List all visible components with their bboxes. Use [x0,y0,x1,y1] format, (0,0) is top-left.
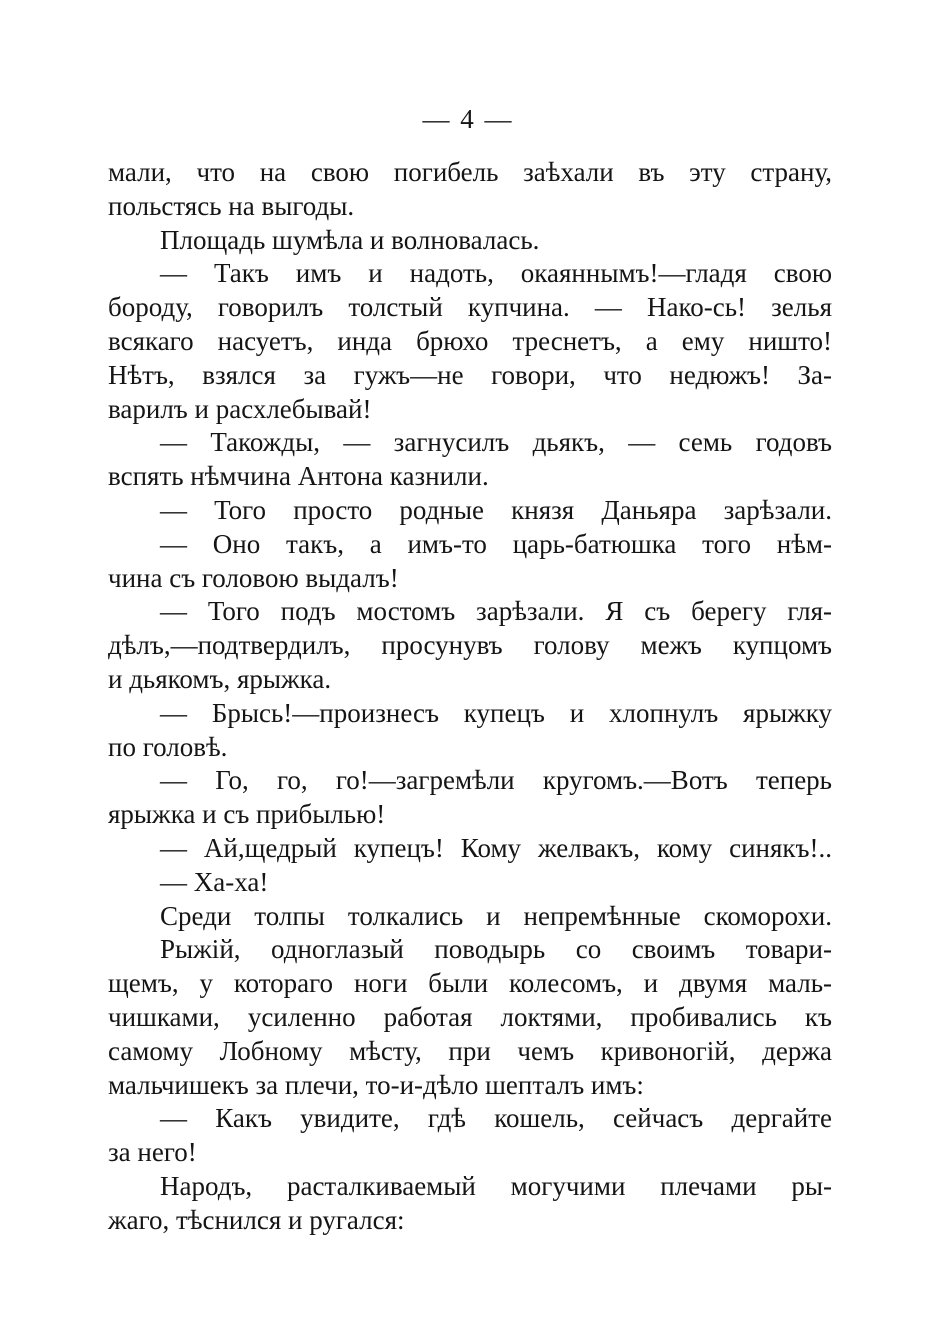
page-number: — 4 — [422,104,514,134]
text-line: мальчишекъ за плечи, то-и-дѣло шепталъ имъ: [108,1069,644,1100]
text-line: Площадь шумѣла и волновалась. [160,224,540,255]
text-line: Народъ, расталкиваемый могучими плечами ры- [160,1171,832,1201]
text-line: чишками, усиленно работая локтями, пробивались къ [108,1002,832,1032]
text-line: — Брысь!—произнесъ купецъ и хлопнулъ ярыжку [160,697,832,728]
text-line: — Го, го, го!—загремѣли кругомъ.—Вотъ теперь [160,765,832,796]
text-line: дѣлъ,—подтвердилъ, просунувъ голову межъ купцомъ [108,630,832,661]
text-line: Среди толпы толкались и непремѣнные скоморохи. [160,900,832,931]
text-line: — Того просто родные князя Даньяра зарѣзали. [160,495,832,525]
text-line: — Того подъ мостомъ зарѣзали. Я съ берегу гля- [160,596,832,627]
text-line: польстясь на выгоды. [108,190,355,221]
text-line: вспять нѣмчина Антона казнили. [108,461,489,492]
text-line: — Такъ имъ и надоть, окаяннымъ!—гладя свою [160,258,832,289]
text-line: — Ай,щедрый купецъ! Кому желвакъ, кому синякъ!.. [160,833,832,863]
text-line: бороду, говорилъ толстый купчина. — Нако-сь! зелья [108,292,832,323]
text-line: и дьякомъ, ярыжка. [108,664,332,694]
text-line: по головѣ. [108,731,228,762]
text-line: — Какъ увидите, гдѣ кошель, сейчасъ дергайте [160,1103,832,1134]
text-line: мали, что на свою погибель заѣхали въ эту страну, [108,157,832,187]
text-line: всякаго насуетъ, инда брюхо треснетъ, а ему ништо! [108,326,832,356]
text-line: самому Лобному мѣсту, при чемъ кривоногій, держа [108,1035,832,1066]
text-line: ярыжка и съ прибылью! [108,799,386,830]
text-line: чина съ головою выдалъ! [108,562,399,593]
text-line: — Такожды, — загнусилъ дьякъ, — семь годовъ [160,427,832,458]
text-line: щемъ, у котораго ноги были колесомъ, и двумя маль- [108,968,832,999]
text-line: Рыжій, одноглазый поводырь со своимъ товари- [160,934,832,965]
text-line: Нѣтъ, взялся за гужъ—не говори, что недюжъ! За- [108,359,832,390]
text-line: за него! [108,1137,197,1168]
text-line: — Ха-ха! [160,866,269,897]
text-line: жаго, тѣснился и ругался: [108,1204,405,1235]
text-line: варилъ и расхлебывай! [108,393,372,424]
text-line: — Оно такъ, а имъ-то царь-батюшка того нѣм- [160,528,832,559]
